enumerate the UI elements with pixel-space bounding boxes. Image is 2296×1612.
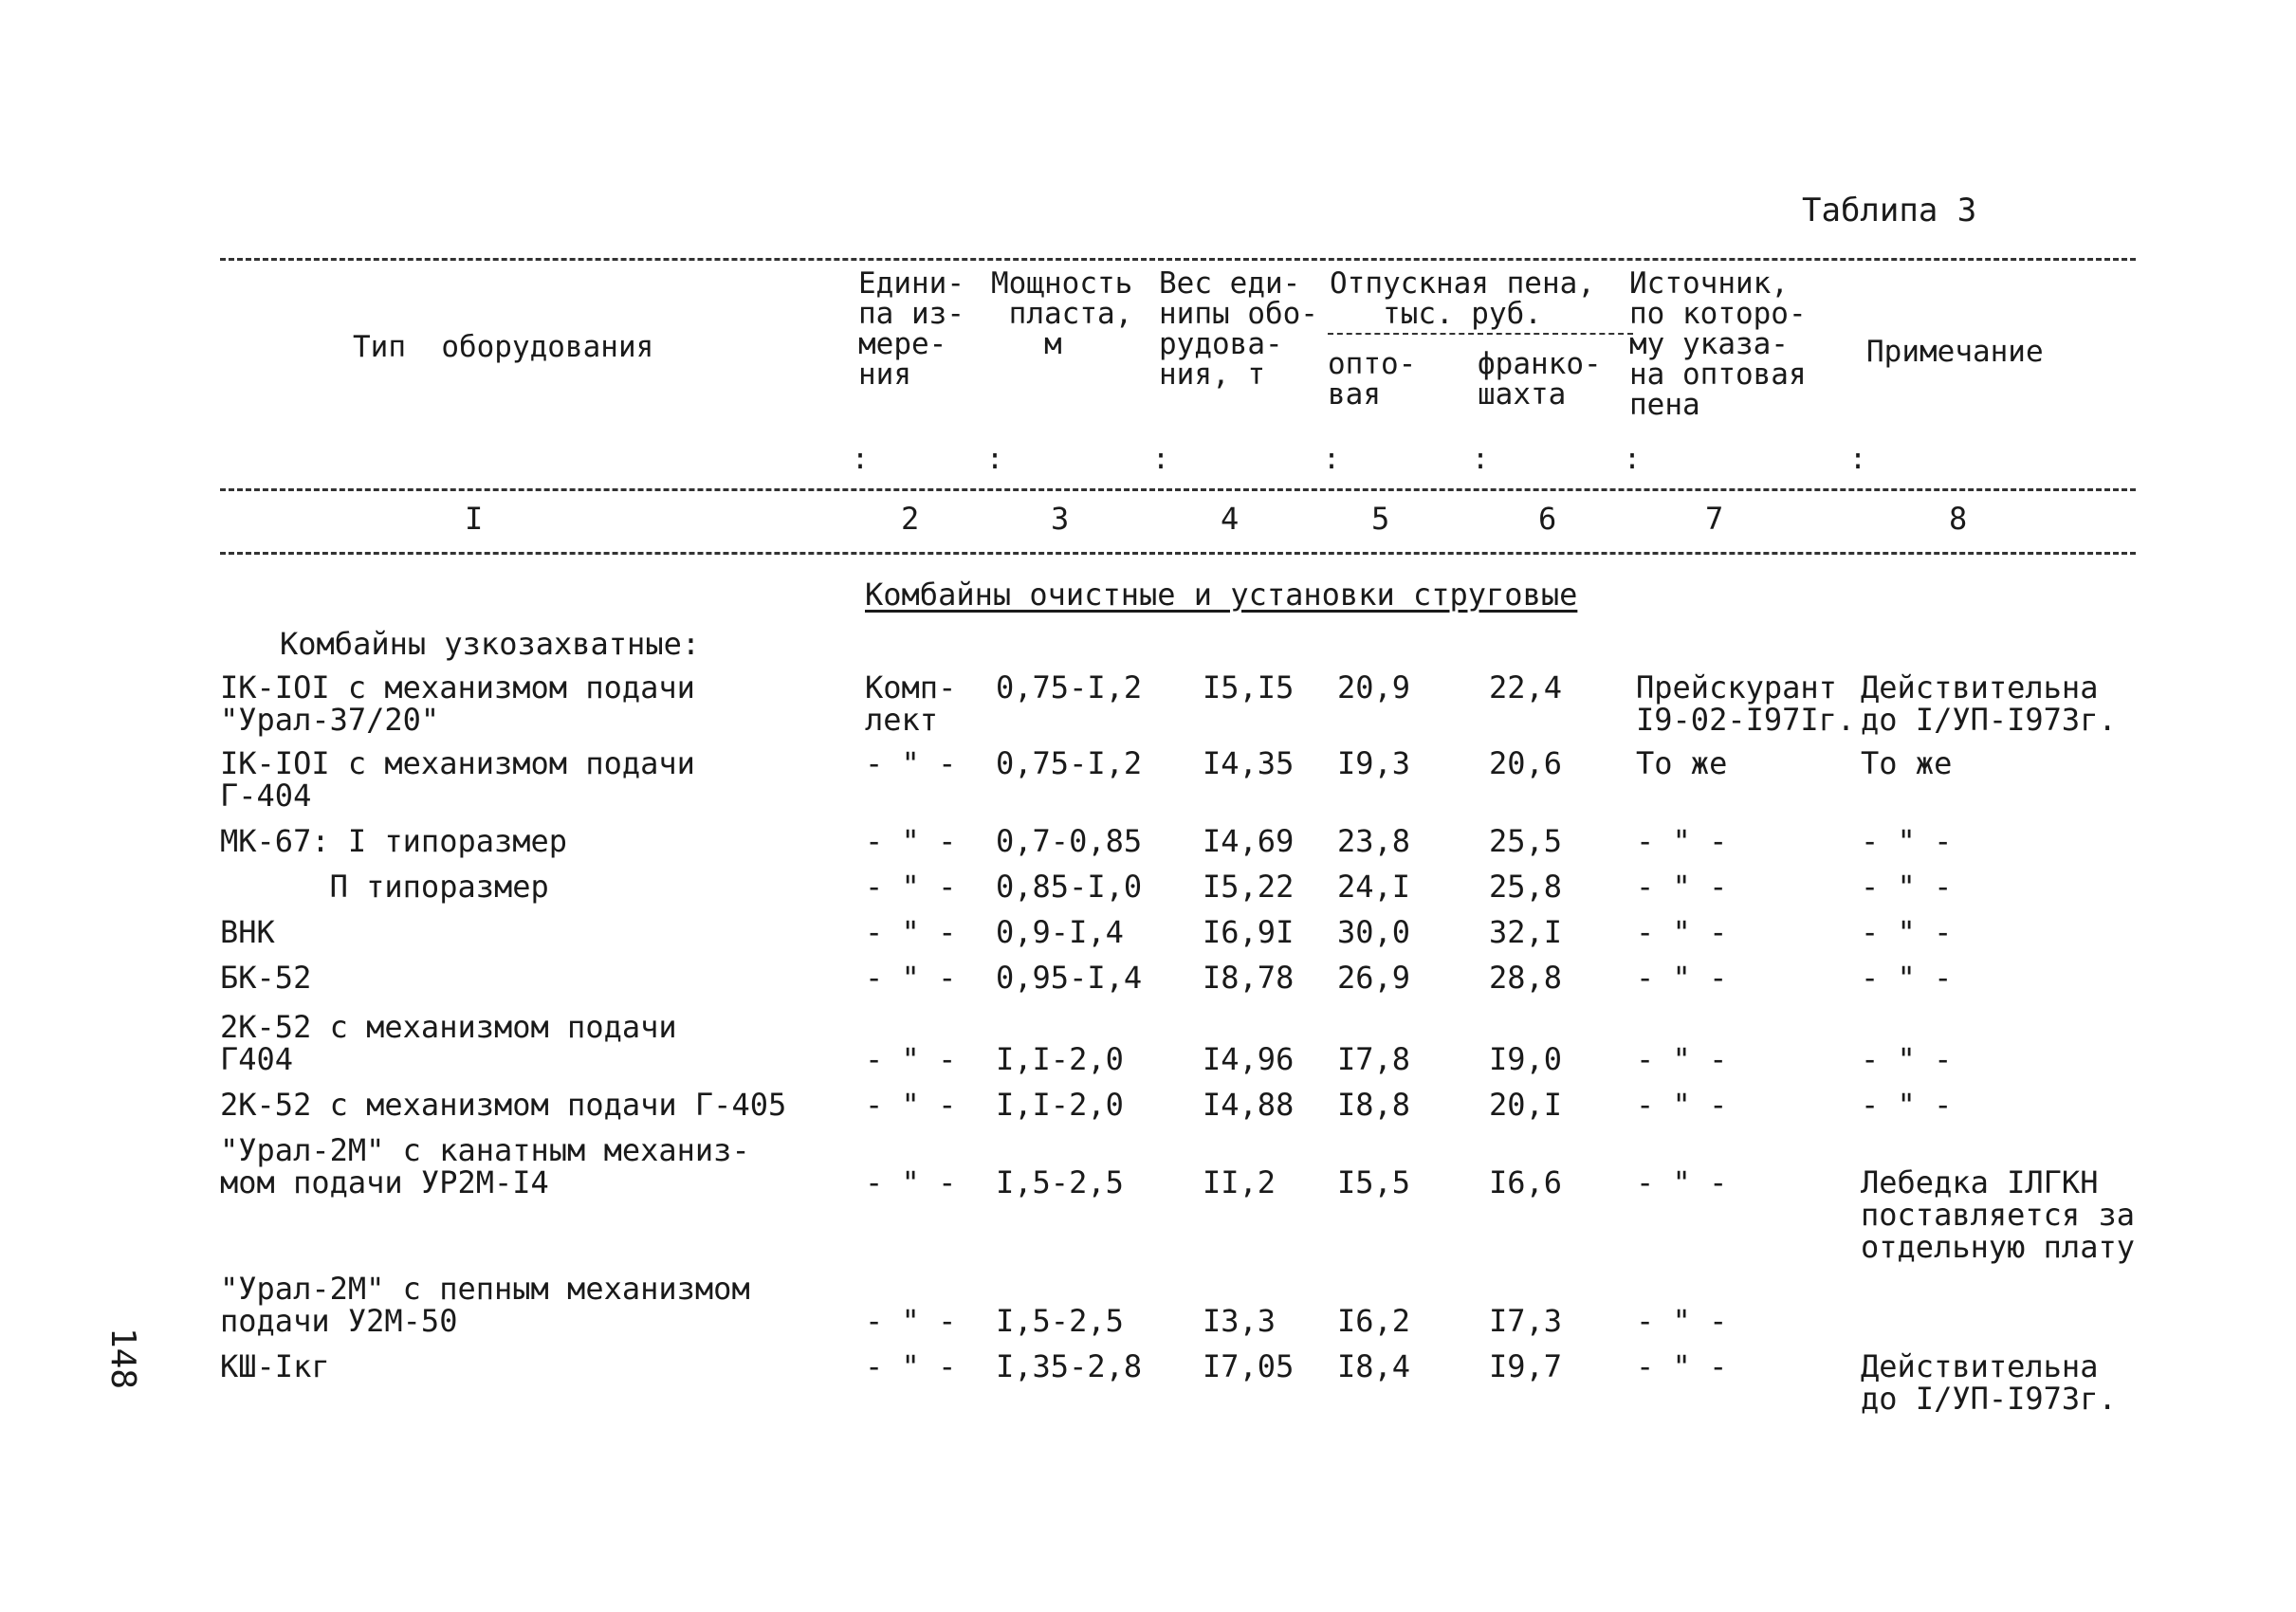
row-weight: I4,69 xyxy=(1203,823,1295,859)
header-weight: Вес еди- нипы обо- рудова- ния, т xyxy=(1159,266,1318,392)
row-weight: II,2 xyxy=(1203,1164,1277,1200)
page-number: 148 xyxy=(103,1328,142,1390)
row-name: "Урал-2М" с канатным механиз- мом подачи УР2М-I4 xyxy=(220,1132,750,1200)
row-wholesale: I7,8 xyxy=(1337,1041,1411,1077)
row-unit: - " - xyxy=(865,960,957,996)
row-note: - " - xyxy=(1861,1041,1953,1077)
top-rule xyxy=(220,258,2136,261)
col-separator: : xyxy=(1624,443,1642,476)
row-note: - " - xyxy=(1861,960,1953,996)
row-unit: - " - xyxy=(865,745,957,781)
row-note: Действительна до I/УП-I973г. xyxy=(1861,1348,2117,1417)
row-unit: - " - xyxy=(865,823,957,859)
row-franco: 20,I xyxy=(1489,1087,1563,1123)
row-thickness: 0,9-I,4 xyxy=(996,914,1124,950)
row-franco: 28,8 xyxy=(1489,960,1563,996)
row-franco: I9,0 xyxy=(1489,1041,1563,1077)
col-number-4: 4 xyxy=(1221,501,1240,537)
col-separator: : xyxy=(852,443,870,476)
row-name: КШ-Iкг xyxy=(220,1348,330,1384)
row-source: - " - xyxy=(1636,960,1728,996)
row-thickness: I,5-2,5 xyxy=(996,1303,1124,1339)
row-source: - " - xyxy=(1636,1087,1728,1123)
col-number-8: 8 xyxy=(1949,501,1968,537)
price-group-rule xyxy=(1328,333,1633,335)
row-name: МК-67: I типоразмер xyxy=(220,823,568,859)
row-thickness: 0,75-I,2 xyxy=(996,745,1143,781)
row-weight: I5,22 xyxy=(1203,869,1295,905)
col-number-1: I xyxy=(465,501,484,537)
row-unit: - " - xyxy=(865,1041,957,1077)
row-note: - " - xyxy=(1861,823,1953,859)
row-unit: - " - xyxy=(865,1164,957,1200)
row-source: - " - xyxy=(1636,914,1728,950)
row-source: То же xyxy=(1636,745,1728,781)
row-name: П типоразмер xyxy=(220,869,549,905)
row-note: Действительна до I/УП-I973г. xyxy=(1861,669,2117,738)
row-note: Лебедка IЛГКН поставляется за отдельную плату xyxy=(1861,1164,2135,1265)
row-unit: - " - xyxy=(865,914,957,950)
row-name: 2К-52 с механизмом подачи Г404 xyxy=(220,1009,677,1077)
row-franco: 22,4 xyxy=(1489,669,1563,705)
row-note: - " - xyxy=(1861,869,1953,905)
row-unit: - " - xyxy=(865,1348,957,1384)
row-wholesale: 23,8 xyxy=(1337,823,1411,859)
row-wholesale: 20,9 xyxy=(1337,669,1411,705)
header-price-group: Отпускная пена, тыс. руб. xyxy=(1330,266,1595,331)
row-name: IК-IOI с механизмом подачи "Урал-37/20" xyxy=(220,669,695,738)
row-wholesale: I8,8 xyxy=(1337,1087,1411,1123)
row-franco: I7,3 xyxy=(1489,1303,1563,1339)
row-wholesale: I5,5 xyxy=(1337,1164,1411,1200)
row-wholesale: 30,0 xyxy=(1337,914,1411,950)
row-thickness: 0,85-I,0 xyxy=(996,869,1143,905)
row-source: - " - xyxy=(1636,869,1728,905)
row-franco: 25,5 xyxy=(1489,823,1563,859)
col-number-rule xyxy=(220,552,2136,555)
row-thickness: 0,7-0,85 xyxy=(996,823,1143,859)
section-title: Комбайны очистные и установки струговые xyxy=(865,577,1578,613)
row-name: 2К-52 с механизмом подачи Г-405 xyxy=(220,1087,787,1123)
row-thickness: 0,95-I,4 xyxy=(996,960,1143,996)
row-franco: I6,6 xyxy=(1489,1164,1563,1200)
row-thickness: I,I-2,0 xyxy=(996,1041,1124,1077)
row-source: - " - xyxy=(1636,1041,1728,1077)
col-separator: : xyxy=(986,443,1004,476)
row-thickness: I,5-2,5 xyxy=(996,1164,1124,1200)
row-franco: I9,7 xyxy=(1489,1348,1563,1384)
row-unit: Комп- лект xyxy=(865,669,957,738)
header-type: Тип оборудования xyxy=(353,330,654,364)
col-number-5: 5 xyxy=(1371,501,1390,537)
row-thickness: I,I-2,0 xyxy=(996,1087,1124,1123)
col-separator: : xyxy=(1472,443,1490,476)
header-note: Примечание xyxy=(1866,335,2044,369)
row-weight: I3,3 xyxy=(1203,1303,1277,1339)
row-unit: - " - xyxy=(865,869,957,905)
header-source: Источник, по которо- му указа- на оптовая пена xyxy=(1629,266,1807,422)
header-thickness: Мощность пласта, м xyxy=(991,266,1133,361)
row-franco: 32,I xyxy=(1489,914,1563,950)
row-source: Прейскурант I9-02-I97Iг. xyxy=(1636,669,1856,738)
row-weight: I8,78 xyxy=(1203,960,1295,996)
row-name: ВНК xyxy=(220,914,275,950)
col-separator: : xyxy=(1323,443,1341,476)
row-unit: - " - xyxy=(865,1303,957,1339)
row-name: IК-IOI с механизмом подачи Г-404 xyxy=(220,745,695,814)
row-franco: 20,6 xyxy=(1489,745,1563,781)
col-number-3: 3 xyxy=(1051,501,1070,537)
row-thickness: 0,75-I,2 xyxy=(996,669,1143,705)
row-weight: I7,05 xyxy=(1203,1348,1295,1384)
row-unit: - " - xyxy=(865,1087,957,1123)
row-note: - " - xyxy=(1861,1087,1953,1123)
row-wholesale: 26,9 xyxy=(1337,960,1411,996)
row-weight: I4,35 xyxy=(1203,745,1295,781)
row-franco: 25,8 xyxy=(1489,869,1563,905)
row-name: БК-52 xyxy=(220,960,312,996)
row-source: - " - xyxy=(1636,1348,1728,1384)
row-weight: I6,9I xyxy=(1203,914,1295,950)
col-number-2: 2 xyxy=(901,501,920,537)
row-note: То же xyxy=(1861,745,1953,781)
row-weight: I4,88 xyxy=(1203,1087,1295,1123)
col-separator: : xyxy=(1152,443,1170,476)
row-source: - " - xyxy=(1636,1303,1728,1339)
col-number-7: 7 xyxy=(1705,501,1724,537)
header-franco: франко- шахта xyxy=(1478,347,1602,412)
header-wholesale: опто- вая xyxy=(1328,347,1417,412)
row-wholesale: I9,3 xyxy=(1337,745,1411,781)
col-number-6: 6 xyxy=(1538,501,1557,537)
row-wholesale: 24,I xyxy=(1337,869,1411,905)
table-label: Таблипа 3 xyxy=(1802,192,1977,229)
col-separator: : xyxy=(1849,443,1867,476)
row-note: - " - xyxy=(1861,914,1953,950)
header-unit: Едини- па из- мере- ния xyxy=(858,266,964,392)
row-wholesale: I8,4 xyxy=(1337,1348,1411,1384)
row-thickness: I,35-2,8 xyxy=(996,1348,1143,1384)
header-bottom-rule xyxy=(220,488,2136,491)
row-weight: I4,96 xyxy=(1203,1041,1295,1077)
row-source: - " - xyxy=(1636,1164,1728,1200)
row-wholesale: I6,2 xyxy=(1337,1303,1411,1339)
row-source: - " - xyxy=(1636,823,1728,859)
row-name: "Урал-2М" с пепным механизмом подачи У2М-50 xyxy=(220,1271,750,1339)
row-weight: I5,I5 xyxy=(1203,669,1295,705)
subsection-title: Комбайны узкозахватные: xyxy=(280,626,701,662)
